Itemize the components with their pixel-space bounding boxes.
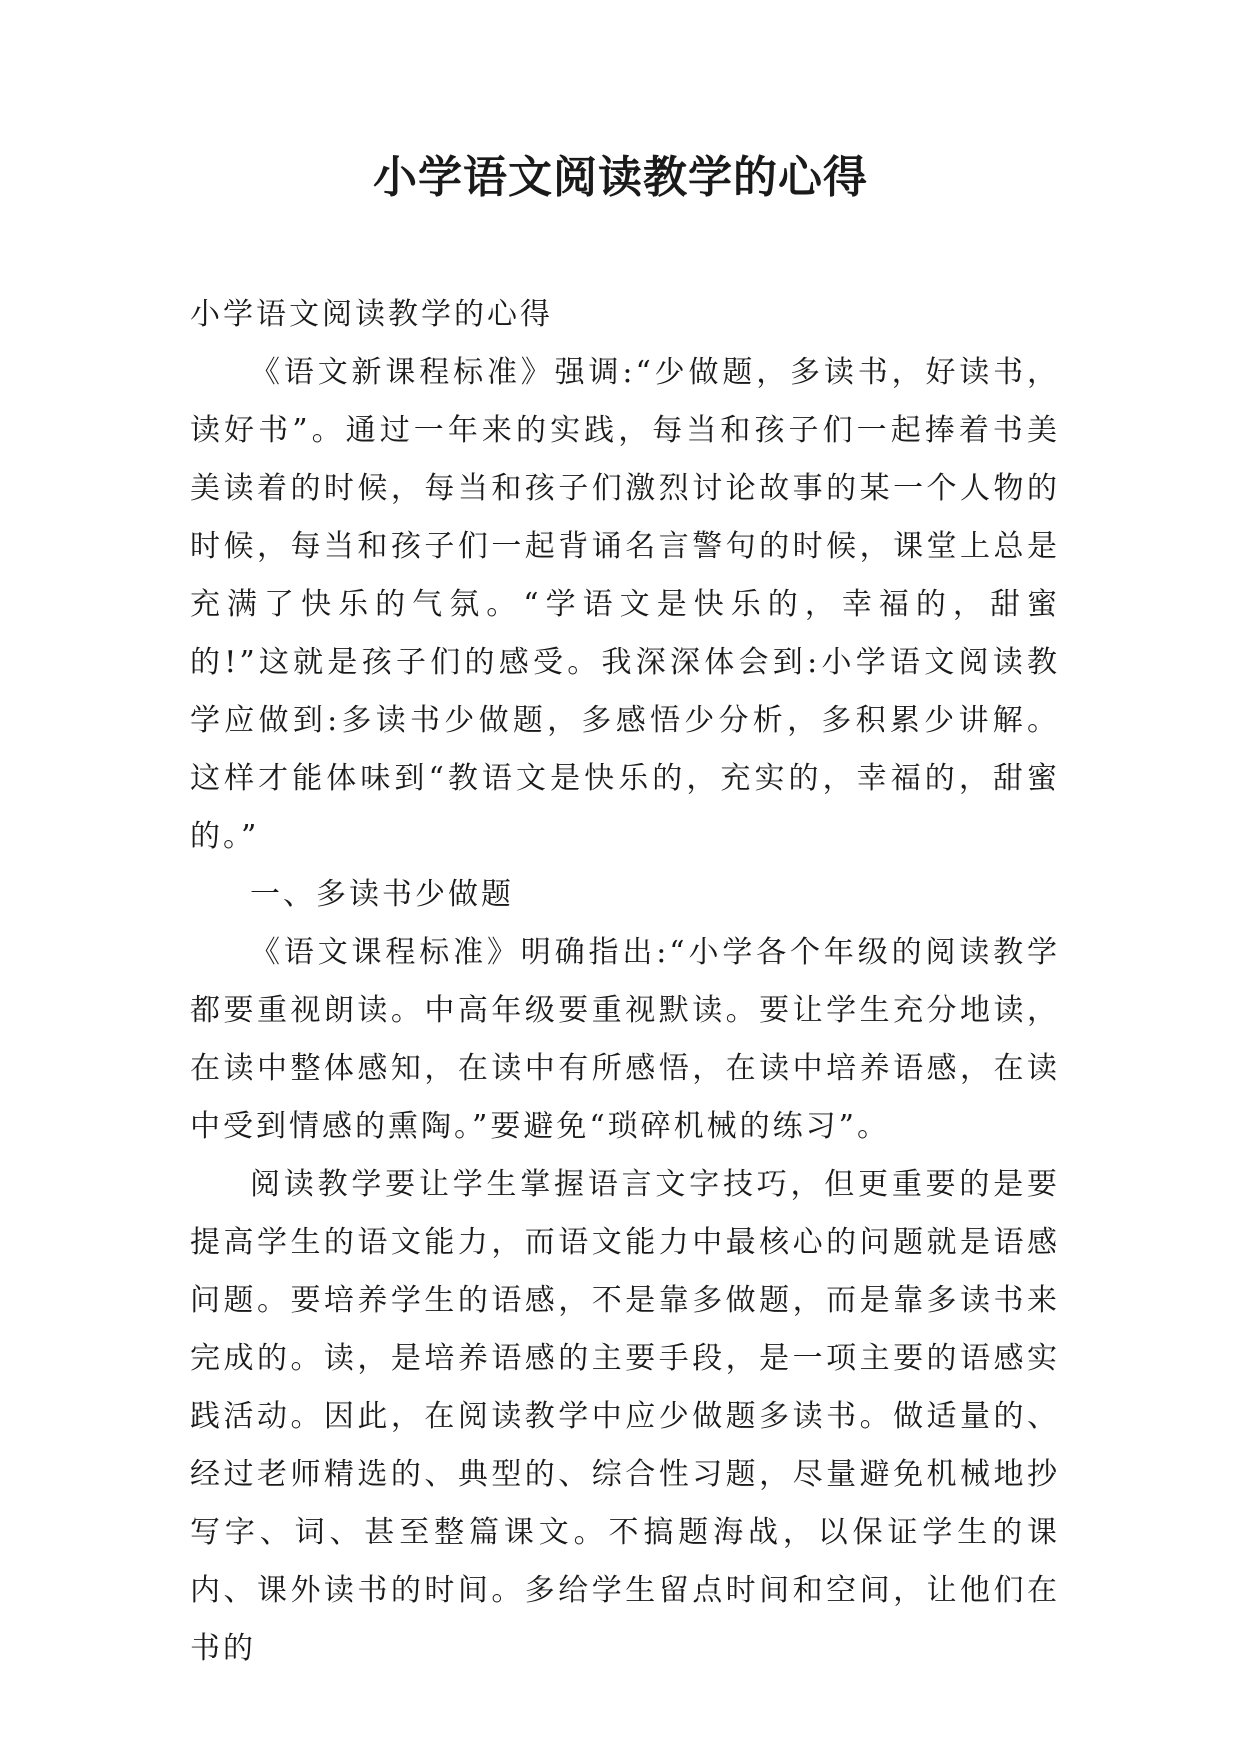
paragraph-standard-quote: 《语文课程标准》明确指出:“小学各个年级的阅读教学都要重视朗读。中高年级要重视默读。要让学生充分地读，在读中整体感知，在读中有所感悟，在读中培养语感，在读中受到情感的熏陶。”要避免“琐碎机械的练习”。 xyxy=(190,935,1060,1144)
document-subtitle: 小学语文阅读教学的心得 xyxy=(190,297,553,332)
document-body xyxy=(190,286,1060,1678)
document-title: 小学语文阅读教学的心得 xyxy=(373,152,868,203)
paragraph-reading-teaching: 阅读教学要让学生掌握语言文字技巧，但更重要的是要提高学生的语文能力，而语文能力中最核心的问题就是语感问题。要培养学生的语感，不是靠多做题，而是靠多读书来完成的。读，是培养语感的主要手段，是一项主要的语感实践活动。因此，在阅读教学中应少做题多读书。做适量的、经过老师精选的、典型的、综合性习题，尽量避免机械地抄写字、词、甚至整篇课文。不搞题海战，以保证学生的课内、课外读书的时间。多给学生留点时间和空间，让他们在书的 xyxy=(190,1167,1060,1666)
section-heading-1: 一、多读书少做题 xyxy=(250,877,514,912)
paragraph-intro: 《语文新课程标准》强调:“少做题，多读书，好读书，读好书”。通过一年来的实践，每当和孩子们一起捧着书美美读着的时候，每当和孩子们激烈讨论故事的某一个人物的时候，每当和孩子们一起背诵名言警句的时候，课堂上总是充满了快乐的气氛。“学语文是快乐的，幸福的，甜蜜的!”这就是孩子们的感受。我深深体会到:小学语文阅读教学应做到:多读书少做题，多感悟少分析，多积累少讲解。这样才能体味到“教语文是快乐的，充实的，幸福的，甜蜜的。” xyxy=(190,355,1060,854)
